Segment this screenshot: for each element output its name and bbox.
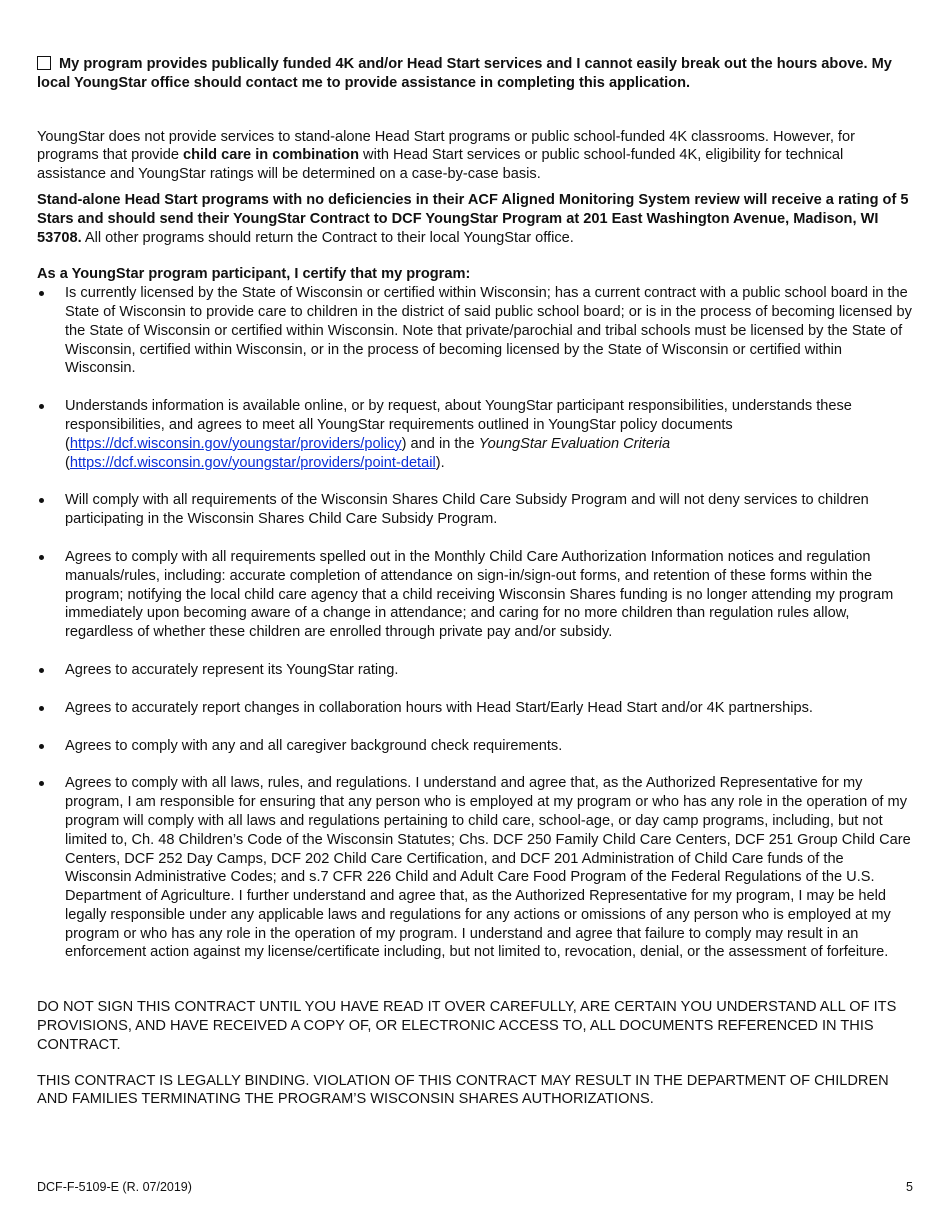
head-start-checkbox-statement	[37, 55, 913, 93]
standalone-paragraph	[37, 191, 913, 247]
intro-bold-text: child care in combination	[183, 147, 359, 164]
legally-binding-warning: THIS CONTRACT IS LEGALLY BINDING. VIOLATION OF THIS CONTRACT MAY RESULT IN THE DEPARTMENT OF CHILDREN AND FAMILIES TERMINATING THE PROGRAM’S WISCONSIN SHARES AUTHORIZATIONS.	[37, 1072, 889, 1108]
form-id: DCF-F-5109-E (R. 07/2019)	[37, 1180, 192, 1194]
standalone-text: All other programs should return the Contract to their local YoungStar office.	[81, 229, 574, 246]
list-item-text: Is currently licensed by the State of Wisconsin or certified within Wisconsin; has a current contract with a public school board in the State of Wisconsin to provide care to children in the district of said public school board; or is in the process of becoming licensed by the State of Wisconsin or certified within Wisconsin. Note that private/parochial and tribal schools must be licensed by the State of Wisconsin, certified within Wisconsin, or in the process of becoming licensed by the State of Wisconsin or certified within Wisconsin.	[65, 285, 912, 377]
do-not-sign-warning: DO NOT SIGN THIS CONTRACT UNTIL YOU HAVE READ IT OVER CAREFULLY, ARE CERTAIN YOU UNDERSTAND ALL OF ITS PROVISIONS, AND HAVE RECEIVED A COPY OF, OR ELECTRONIC ACCESS TO, ALL DOCUMENTS REFERENCED IN THIS CONTRACT.	[37, 999, 897, 1053]
list-item	[37, 699, 913, 718]
certify-heading: As a YoungStar program participant, I certify that my program:	[37, 266, 471, 283]
checkbox-statement-text: My program provides publically funded 4K and/or Head Start services and I cannot easily break out the hours above. My local YoungStar office should contact me to provide assistance in completing this application.	[37, 56, 892, 91]
list-item-text: Agrees to comply with all requirements spelled out in the Monthly Child Care Authorization Information notices and regulation manuals/rules, including: accurate completion of attendance on sign-in/sign-out forms, and retention of these forms within the program; notifying the local child care agency that a child receiving Wisconsin Shares funding is no longer attending my program immediately upon becoming aware of a change in attendance; and caring for no more children than regulation rules allow, regardless of whether these children are enrolled through private pay and/or subsidy.	[65, 548, 894, 641]
list-item	[37, 548, 913, 642]
list-item-text: ).	[435, 454, 445, 471]
list-item	[37, 774, 913, 962]
list-item-text: Agrees to comply with all laws, rules, and regulations. I understand and agree that, as the Authorized Representative for my program, I am responsible for ensuring that any person who is employed at my program or who has any role in the operation of my program will comply with all laws and regulations pertaining to child care, school-age, or day camp programs, including, but not limited to, Ch. 48 Children’s Code of the Wisconsin Statutes; Chs. DCF 250 Family Child Care Centers, DCF 251 Group Child Care Centers, DCF 252 Day Camps, DCF 202 Child Care Certification, and DCF 201 Administration of Child Care funds of the Wisconsin Administrative Codes; and s.7 CFR 226 Child and Adult Care Food Program of the Federal Regulations of the U.S. Department of Agriculture. I further understand and agree that, as the Authorized Representative for my program, I may be held legally responsible under any applicable laws and regulations for any actions or omissions of any person who is employed at my program or who has any role in the operation of my program. I understand and agree that failure to comply may result in an enforcement action against my license/certificate including, but not limited to, revocation, denial, or the assessment of forfeiture.	[65, 775, 911, 961]
list-item-text: Agrees to accurately report changes in collaboration hours with Head Start/Early Head Start and/or 4K partnerships.	[65, 699, 813, 716]
page-number: 5	[906, 1180, 913, 1194]
list-item-text: Will comply with all requirements of the Wisconsin Shares Child Care Subsidy Program and will not deny services to children participating in the Wisconsin Shares Child Care Subsidy Program.	[65, 492, 869, 528]
list-item-text: Agrees to accurately represent its YoungStar rating.	[65, 661, 399, 678]
head-start-checkbox[interactable]	[37, 56, 51, 70]
standalone-bold-text: Stand-alone Head Start programs with no deficiencies in their ACF Aligned Monitoring System review will receive a rating of 5 Stars and should send their YoungStar Contract to DCF YoungStar Program at 201 East Washington Avenue, Madison, WI 53708.	[37, 191, 909, 246]
page-footer	[37, 1178, 913, 1197]
list-item	[37, 491, 913, 529]
point-detail-link[interactable]: https://dcf.wisconsin.gov/youngstar/providers/point-detail	[69, 454, 436, 471]
intro-text-1: YoungStar does not provide services to stand-alone Head Start programs or public school-funded 4K classrooms. However, for programs that provide	[37, 128, 855, 164]
policy-link[interactable]: https://dcf.wisconsin.gov/youngstar/providers/policy	[69, 435, 402, 452]
intro-text-2: with Head Start services or public school-funded 4K, eligibility for technical assistance and YoungStar ratings will be determined on a case-by-case basis.	[37, 147, 844, 183]
list-item-text: ) and in the	[401, 435, 479, 452]
evaluation-criteria-title: YoungStar Evaluation Criteria	[478, 435, 671, 452]
list-item	[37, 737, 913, 756]
list-item-text: Agrees to comply with any and all caregiver background check requirements.	[65, 737, 563, 754]
list-item	[37, 284, 913, 378]
certification-list	[37, 284, 913, 962]
list-item	[37, 661, 913, 680]
list-item-text: Understands information is available online, or by request, about YoungStar participant responsibilities, understands these responsibilities, and agrees to meet all YoungStar requirements outlined in YoungStar policy documents (	[65, 398, 852, 452]
list-item-text: (	[65, 454, 70, 471]
intro-paragraph	[37, 128, 913, 184]
list-item	[37, 397, 913, 472]
